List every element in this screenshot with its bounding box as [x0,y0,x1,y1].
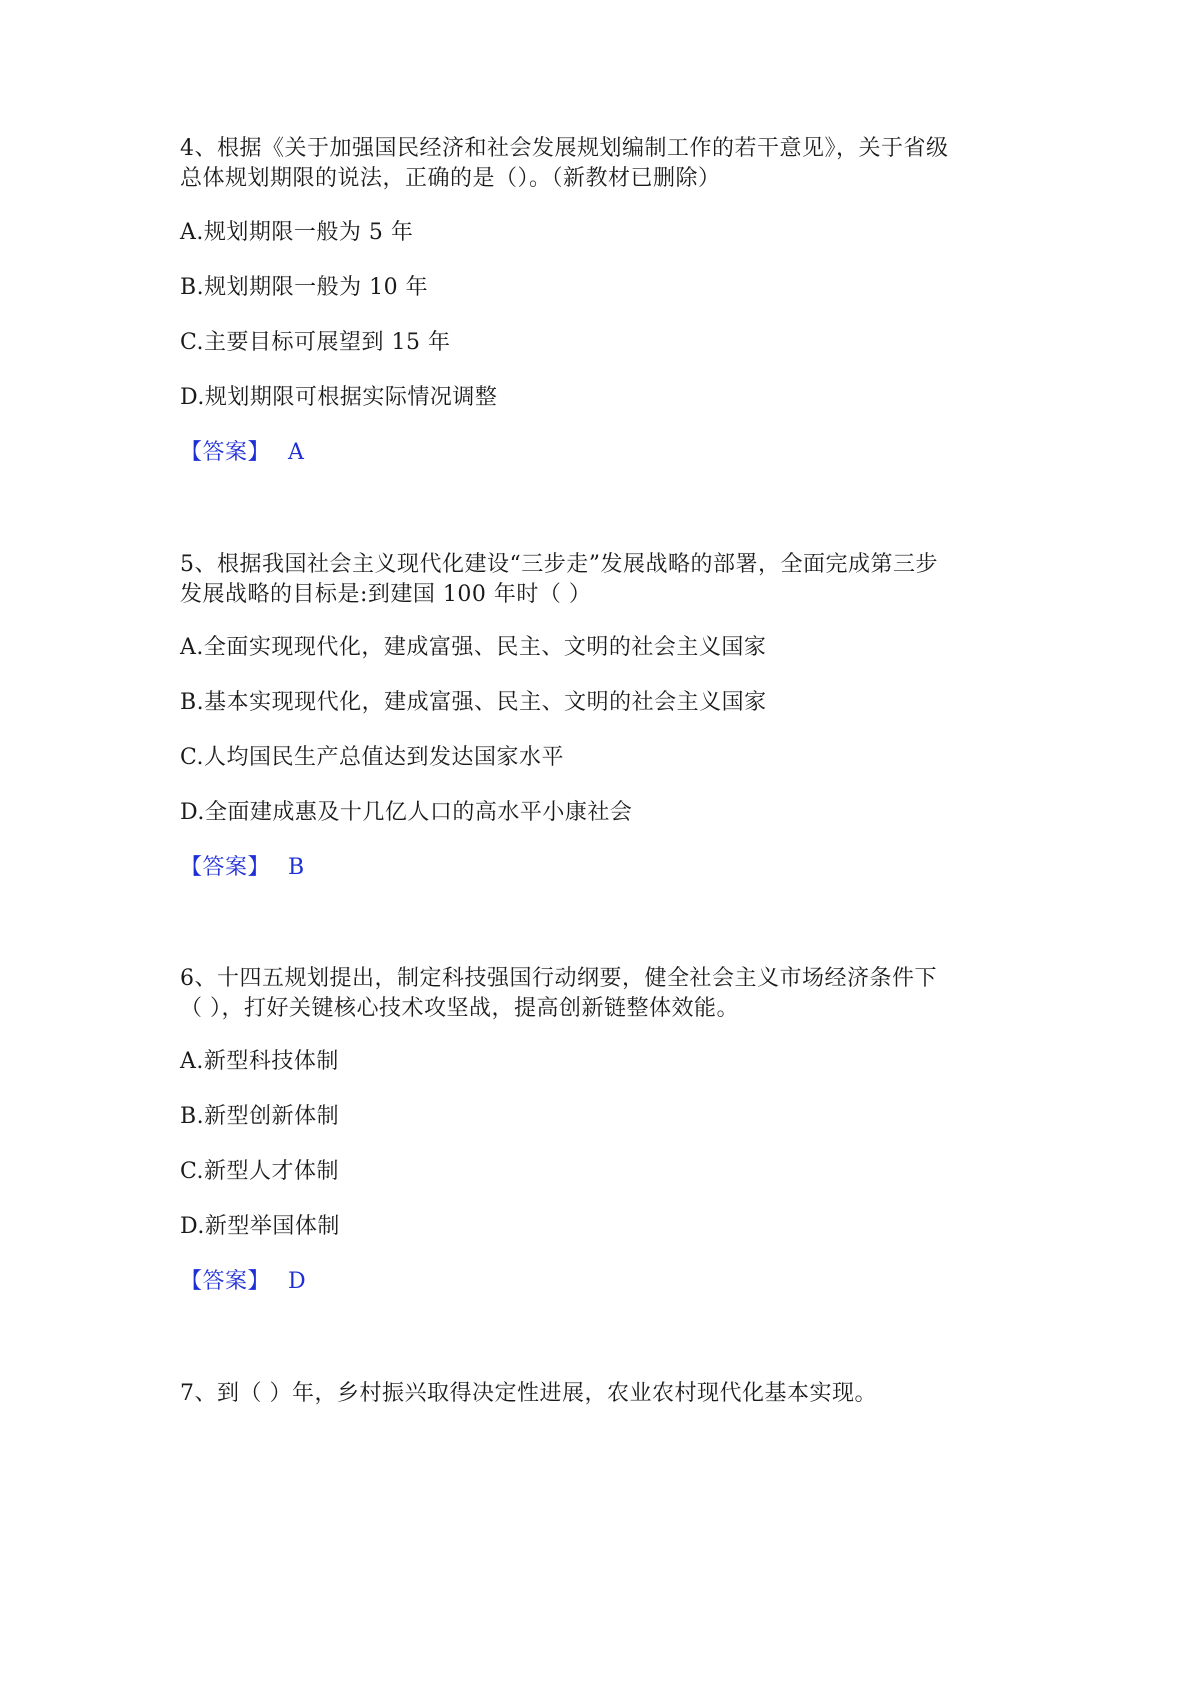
question-4-option-d: D.规划期限可根据实际情况调整 [180,385,498,410]
question-5-option-c: C.人均国民生产总值达到发达国家水平 [180,745,565,770]
question-6-answer [180,1269,306,1295]
question-6-option-d: D.新型举国体制 [180,1214,340,1239]
question-4-stem-line-1: 4、根据《关于加强国民经济和社会发展规划编制工作的若干意见》，关于省级 [180,136,949,161]
question-6-stem-line-1: 6、十四五规划提出，制定科技强国行动纲要，健全社会主义市场经济条件下 [180,966,937,991]
question-6-option-c: C.新型人才体制 [180,1159,340,1184]
answer-value: B [288,855,305,880]
question-7-stem-line-1: 7、到（ ）年，乡村振兴取得决定性进展，农业农村现代化基本实现。 [180,1381,877,1406]
answer-label: 【答案】 [180,1269,271,1294]
question-5-option-d: D.全面建成惠及十几亿人口的高水平小康社会 [180,800,633,825]
answer-value: A [288,440,305,465]
answer-label: 【答案】 [180,855,271,880]
question-5-stem-line-2: 发展战略的目标是:到建国 100 年时（ ） [180,582,592,607]
question-4-answer [180,440,304,466]
answer-value: D [288,1269,307,1294]
question-6-stem-line-2: （ ），打好关键核心技术攻坚战，提高创新链整体效能。 [180,996,739,1021]
question-5-answer [180,855,305,881]
question-4-option-b: B.规划期限一般为 10 年 [180,275,429,300]
question-4-option-c: C.主要目标可展望到 15 年 [180,330,451,355]
question-5-stem-line-1: 5、根据我国社会主义现代化建设“三步走”发展战略的部署，全面完成第三步 [180,552,938,577]
question-4-stem-line-2: 总体规划期限的说法，正确的是（）。（新教材已删除） [180,166,721,191]
question-6-option-a: A.新型科技体制 [180,1049,339,1074]
question-5-option-a: A.全面实现现代化，建成富强、民主、文明的社会主义国家 [180,635,767,660]
question-6-option-b: B.新型创新体制 [180,1104,340,1129]
question-5-option-b: B.基本实现现代化，建成富强、民主、文明的社会主义国家 [180,690,767,715]
answer-label: 【答案】 [180,440,271,465]
question-4-option-a: A.规划期限一般为 5 年 [180,220,414,245]
